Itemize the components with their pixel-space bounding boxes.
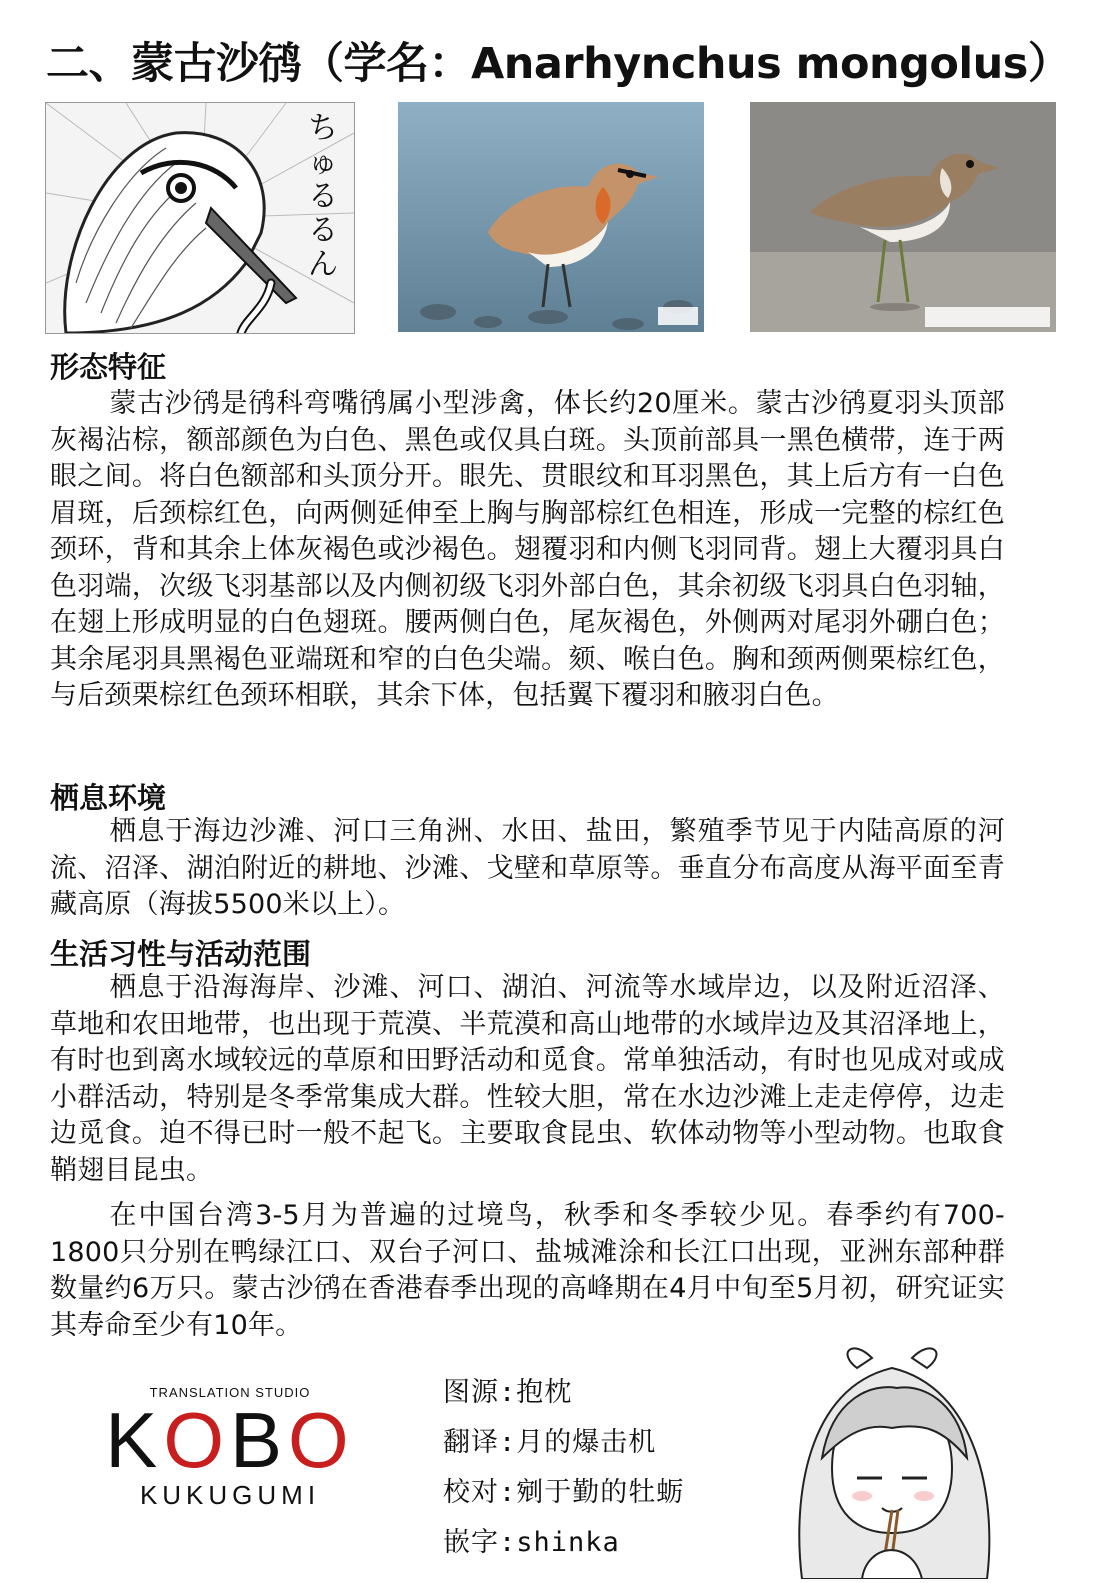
page-title: 二、蒙古沙鸻（学名：Anarhynchus mongolus） — [46, 39, 1071, 89]
morphology-text: 蒙古沙鸻是鸻科弯嘴鸻属小型涉禽，体长约20厘米。蒙古沙鸻夏羽头顶部灰褐沾棕，额部颜色为白色、黑色或仅具白斑。头顶前部具一黑色横带，连于两眼之间。将白色额部和头顶分开。眼先、贯眼纹和耳羽黑色，其上后方有一白色眉斑，后颈棕红色，向两侧延伸至上胸与胸部棕红色相连，形成一完整的棕红色颈环，背和其余上体灰褐色或沙褐色。翅覆羽和内侧飞羽同背。翅上大覆羽具白色羽端，次级飞羽基部以及内侧初级飞羽外部白色，其余初级飞羽具白色羽轴，在翅上形成明显的白色翅斑。腰两侧白色，尾灰褐色，外侧两对尾羽外硼白色；其余尾羽具黑褐色亚端斑和窄的白色尖端。颏、喉白色。胸和颈两侧栗棕红色，与后颈栗棕红色颈环相联，其余下体，包括翼下覆羽和腋羽白色。 — [50, 388, 1005, 711]
logo-sub: KUKUGUMI — [139, 1480, 321, 1510]
credits-block — [443, 1368, 684, 1568]
credit-source: 图源:抱枕 — [443, 1377, 573, 1408]
kobo-logo — [95, 1385, 365, 1511]
habits-text-2: 在中国台湾3-5月为普遍的过境鸟，秋季和冬季较少见。春季约有700-1800只分别在鸭绿江口、双台子河口、盐城滩涂和长江口出现，亚洲东部种群数量约6万只。蒙古沙鸻在香港春季出现的高峰期在4月中旬至5月初，研究证实其寿命至少有10年。 — [50, 1200, 1005, 1341]
habits-heading: 生活习性与活动范围 — [50, 937, 312, 971]
logo-studio-label: TRANSLATION STUDIO — [149, 1385, 311, 1400]
logo-name: KOBO — [105, 1396, 355, 1484]
manga-plover-illustration — [45, 102, 355, 334]
habits-text-1: 栖息于沿海海岸、沙滩、河口、湖泊、河流等水域岸边，以及附近沼泽、草地和农田地带，也出现于荒漠、半荒漠和高山地带的水域岸边及其沼泽地上，有时也到离水域较远的草原和田野活动和觅食。常单独活动，有时也见成对或成小群活动，特别是冬季常集成大群。性较大胆，常在水边沙滩上走走停停，边走边觅食。迫不得已时一般不起飞。主要取食昆虫、软体动物等小型动物。也取食鞘翅目昆虫。 — [50, 972, 1005, 1186]
plover-photo-breeding — [398, 102, 704, 332]
habitat-heading: 栖息环境 — [50, 781, 167, 815]
credit-proofreader: 校对:剜于勤的牡蛎 — [443, 1477, 685, 1508]
plover-photo-nonbreeding — [750, 102, 1056, 332]
credit-typesetter: 嵌字:shinka — [443, 1527, 620, 1558]
habitat-text: 栖息于海边沙滩、河口三角洲、水田、盐田，繁殖季节见于内陆高原的河流、沼泽、湖泊附近的耕地、沙滩、戈壁和草原等。垂直分布高度从海平面至青藏高原（海拔5500米以上）。 — [50, 816, 1005, 920]
manga-sfx-text: ちゅるるん — [308, 111, 338, 282]
chibi-girl-illustration — [762, 1328, 1062, 1579]
credit-translator: 翻译:月的爆击机 — [443, 1427, 657, 1458]
morphology-heading: 形态特征 — [50, 350, 167, 384]
